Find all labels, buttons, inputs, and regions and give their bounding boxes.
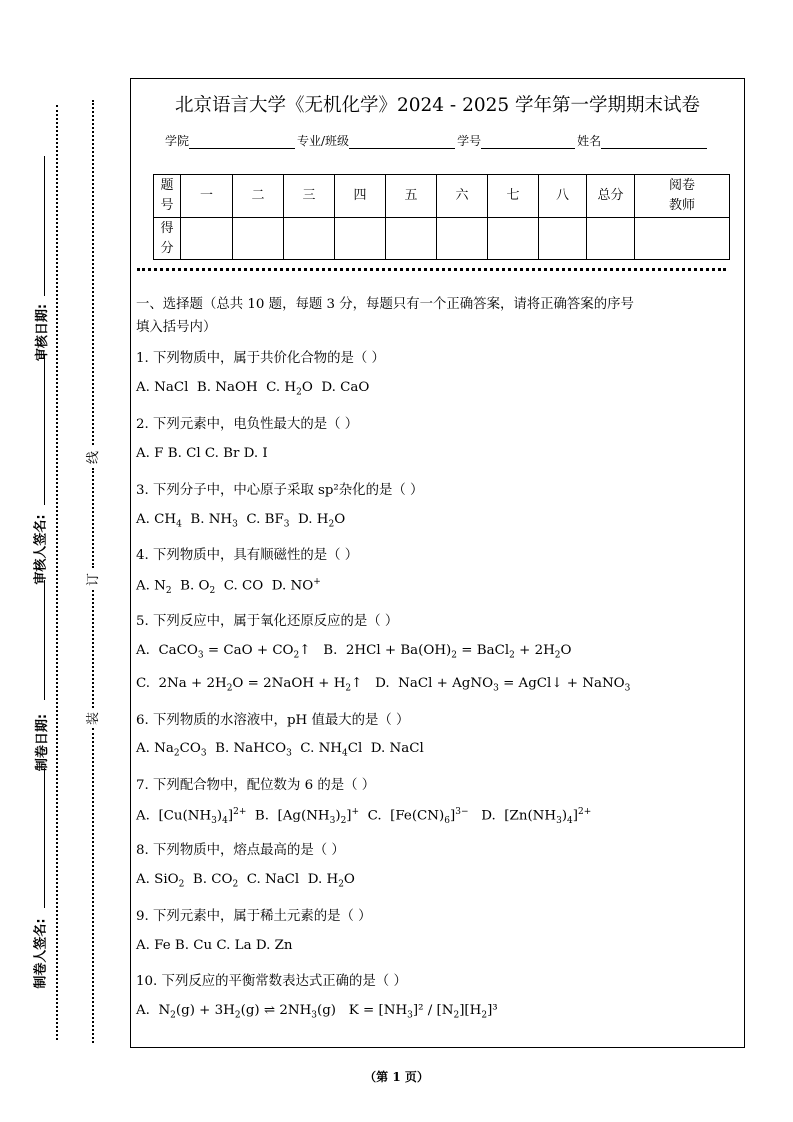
- options-1: A. NaCl B. NaOH C. $H_2O$ D. CaO: [136, 380, 370, 398]
- options-5-cd: C. $2Na + 2H_2O$ = 2NaOH + $H_2↑$ D. NaCl + AgNO$_3$ = AgCl↓ + NaNO$_3$: [136, 676, 631, 694]
- question-6: 6. 下列物质的水溶液中，pH 值最大的是（ ）: [136, 713, 410, 728]
- score-table-header-row: [154, 175, 730, 218]
- col-header: 一: [181, 175, 233, 218]
- name-label: 姓名: [577, 134, 602, 148]
- score-cell[interactable]: [335, 218, 386, 260]
- options-6: A. $Na_2CO_3$ B. NaHCO$_3$ C. $NH_4Cl$ D. NaCl: [136, 741, 424, 759]
- signature-line: [44, 580, 45, 700]
- bind-char-ding: 订: [86, 572, 102, 587]
- section-heading-cont: 填入括号内）: [136, 320, 217, 335]
- score-cell[interactable]: [233, 218, 284, 260]
- major-class-field[interactable]: [349, 136, 455, 149]
- col-header: 七: [488, 175, 539, 218]
- dotted-guide: [56, 105, 58, 1040]
- options-5-ab: A. CaCO$_3$ = CaO + $CO_2↑$ B. $2HCl + Ba(OH)_2$ = BaCl$_2$ + $2H_2O$: [136, 643, 572, 661]
- options-3: A. $CH_4$ B. $NH_3$ C. $BF_3$ D. $H_2O$: [136, 512, 346, 530]
- score-table: [153, 174, 730, 260]
- col-header-total: 总分: [587, 175, 635, 218]
- score-cell[interactable]: [181, 218, 233, 260]
- score-cell[interactable]: [539, 218, 587, 260]
- major-class-label: 专业/班级: [297, 134, 350, 148]
- question-10: 10. 下列反应的平衡常数表达式正确的是（ ）: [136, 974, 407, 989]
- section-heading: 一、选择题（总共 10 题，每题 3 分，每题只有一个正确答案，请将正确答案的序号: [136, 297, 634, 312]
- bind-char-zhuang: 装: [86, 711, 102, 726]
- grader-cell[interactable]: [635, 218, 730, 260]
- signature-line: [44, 768, 45, 908]
- question-8: 8. 下列物质中，熔点最高的是（ ）: [136, 843, 345, 858]
- college-label: 学院: [165, 134, 190, 148]
- dotted-separator: [137, 268, 726, 271]
- score-cell[interactable]: [386, 218, 437, 260]
- audit-date-label: 审核日期:: [35, 303, 51, 362]
- question-4: 4. 下列物质中，具有顺磁性的是（ ）: [136, 548, 359, 563]
- college-field[interactable]: [189, 136, 295, 149]
- binding-dotted-line: [92, 100, 94, 445]
- prepare-date-label: 制卷日期:: [35, 713, 51, 772]
- question-9: 9. 下列元素中，属于稀土元素的是（ ）: [136, 909, 372, 924]
- student-id-label: 学号: [457, 134, 482, 148]
- question-7: 7. 下列配合物中，配位数为 6 的是（ ）: [136, 778, 376, 793]
- exam-frame: [130, 78, 745, 1048]
- row-label-defen: 得 分: [154, 218, 181, 260]
- student-id-field[interactable]: [481, 136, 575, 149]
- question-3: 3. 下列分子中，中心原子采取 sp²杂化的是（ ）: [136, 483, 424, 498]
- score-cell[interactable]: [488, 218, 539, 260]
- binding-dotted-line: [92, 590, 94, 708]
- student-info-row: [165, 132, 709, 149]
- score-table-score-row: [154, 218, 730, 260]
- binding-dotted-line: [92, 728, 94, 1043]
- question-2: 2. 下列元素中，电负性最大的是（ ）: [136, 417, 359, 432]
- col-header: 六: [437, 175, 488, 218]
- col-header: 五: [386, 175, 437, 218]
- signature-line: [44, 355, 45, 505]
- question-1: 1. 下列物质中，属于共价化合物的是（ ）: [136, 351, 385, 366]
- score-cell-total[interactable]: [587, 218, 635, 260]
- score-cell[interactable]: [284, 218, 335, 260]
- page-footer: （第 1 页）: [364, 1070, 429, 1084]
- col-header: 四: [335, 175, 386, 218]
- auditor-signature-label: 审核人签名:: [33, 514, 49, 585]
- binding-dotted-line: [92, 468, 94, 568]
- score-cell[interactable]: [437, 218, 488, 260]
- exam-title: 北京语言大学《无机化学》2024 - 2025 学年第一学期期末试卷: [174, 95, 701, 116]
- options-10: A. $N_2(g) + 3H_2(g)$ ⇌ $2NH_3(g) K = [NH_3]^2 / [N_2][H_2]^3$: [136, 1003, 498, 1021]
- options-2: A. F B. Cl C. Br D. I: [136, 446, 268, 461]
- row-label-tihao: 题 号: [154, 175, 181, 218]
- question-5: 5. 下列反应中，属于氧化还原反应的是（ ）: [136, 614, 399, 629]
- col-header: 二: [233, 175, 284, 218]
- options-8: A. SiO$_2$ B. $CO_2$ C. NaCl D. $H_2O$: [136, 872, 355, 890]
- col-header-grader: 阅卷 教师: [635, 175, 730, 218]
- signature-line: [44, 156, 45, 296]
- bind-char-xian: 线: [86, 450, 102, 465]
- name-field[interactable]: [601, 136, 707, 149]
- col-header: 三: [284, 175, 335, 218]
- col-header: 八: [539, 175, 587, 218]
- options-7: A. $[Cu(NH_3)_4]^{2+}$ B. $[Ag(NH_3)_2]^+$ C. $[Fe(CN)_6]^{3-}$ D. $[Zn(NH_3)_4]^{2+}$: [136, 807, 592, 827]
- preparer-signature-label: 制卷人签名:: [33, 918, 49, 989]
- options-4: A. $N_2$ B. $O_2$ C. CO D. NO+: [136, 577, 321, 597]
- options-9: A. Fe B. Cu C. La D. Zn: [136, 938, 293, 953]
